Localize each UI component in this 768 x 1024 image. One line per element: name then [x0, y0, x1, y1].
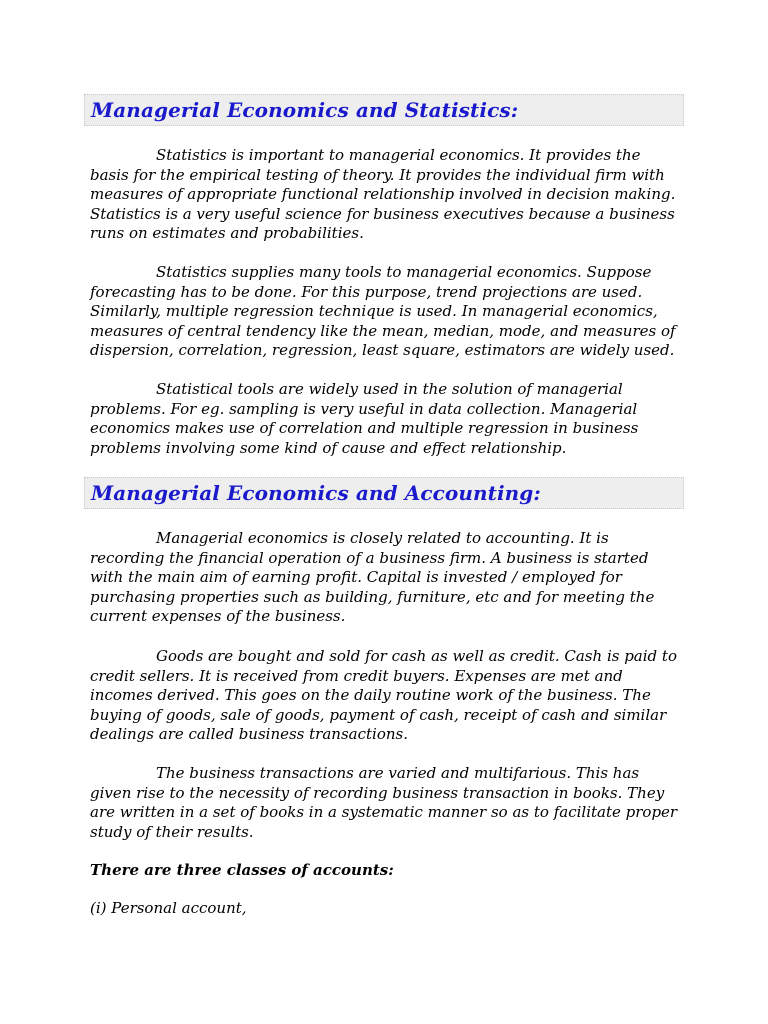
section-heading-accounting [84, 477, 684, 509]
paragraph-statistics-importance [90, 146, 690, 244]
paragraph-line: given rise to the necessity of recording business transaction in books. They [90, 783, 665, 802]
paragraph-line: purchasing properties such as building, furniture, etc and for meeting the [90, 587, 655, 606]
paragraph-line: forecasting has to be done. For this purpose, trend projections are used. [90, 282, 643, 301]
section-heading-text: Managerial Economics and Accounting: [91, 481, 541, 505]
list-item-personal-account: (i) Personal account, [90, 899, 247, 917]
accounts-classes-subheading: There are three classes of accounts: [90, 861, 394, 879]
paragraph-statistical-tools-usage [90, 380, 690, 458]
paragraph-line: The business transactions are varied and multifarious. This has [156, 764, 640, 782]
paragraph-line: current expenses of the business. [90, 607, 346, 626]
paragraph-line: economics makes use of correlation and multiple regression in business [90, 419, 639, 438]
paragraph-recording-transactions [90, 764, 690, 842]
paragraph-line: measures of appropriate functional relationship involved in decision making. [90, 185, 676, 204]
paragraph-line: recording the financial operation of a business firm. A business is started [90, 548, 649, 567]
section-heading-statistics [84, 94, 684, 126]
paragraph-line: Managerial economics is closely related to accounting. It is [156, 529, 609, 547]
paragraph-accounting-relation [90, 529, 690, 627]
paragraph-line: study of their results. [90, 822, 254, 841]
paragraph-line: Statistical tools are widely used in the solution of managerial [156, 380, 623, 398]
paragraph-line: basis for the empirical testing of theory. It provides the individual firm with [90, 165, 665, 184]
paragraph-line: incomes derived. This goes on the daily routine work of the business. The [90, 686, 651, 705]
paragraph-statistics-tools [90, 263, 690, 361]
paragraph-business-transactions [90, 647, 690, 745]
paragraph-line: buying of goods, sale of goods, payment of cash, receipt of cash and similar [90, 705, 667, 724]
paragraph-line: with the main aim of earning profit. Capital is invested / employed for [90, 568, 622, 587]
paragraph-line: runs on estimates and probabilities. [90, 224, 364, 243]
paragraph-line: problems involving some kind of cause and effect relationship. [90, 438, 567, 457]
paragraph-line: are written in a set of books in a systematic manner so as to facilitate proper [90, 803, 678, 822]
paragraph-line: dealings are called business transactions. [90, 725, 408, 744]
paragraph-line: Statistics supplies many tools to managerial economics. Suppose [156, 263, 652, 281]
paragraph-line: Similarly, multiple regression technique is used. In managerial economics, [90, 302, 658, 321]
paragraph-line: Statistics is important to managerial economics. It provides the [156, 146, 641, 164]
paragraph-line: measures of central tendency like the mean, median, mode, and measures of [90, 321, 676, 340]
paragraph-line: Goods are bought and sold for cash as well as credit. Cash is paid to [156, 647, 677, 665]
paragraph-line: Statistics is a very useful science for business executives because a business [90, 204, 675, 223]
paragraph-line: problems. For eg. sampling is very useful in data collection. Managerial [90, 399, 638, 418]
section-heading-text: Managerial Economics and Statistics: [91, 98, 519, 122]
paragraph-line: dispersion, correlation, regression, least square, estimators are widely used. [90, 341, 675, 360]
paragraph-line: credit sellers. It is received from credit buyers. Expenses are met and [90, 666, 623, 685]
